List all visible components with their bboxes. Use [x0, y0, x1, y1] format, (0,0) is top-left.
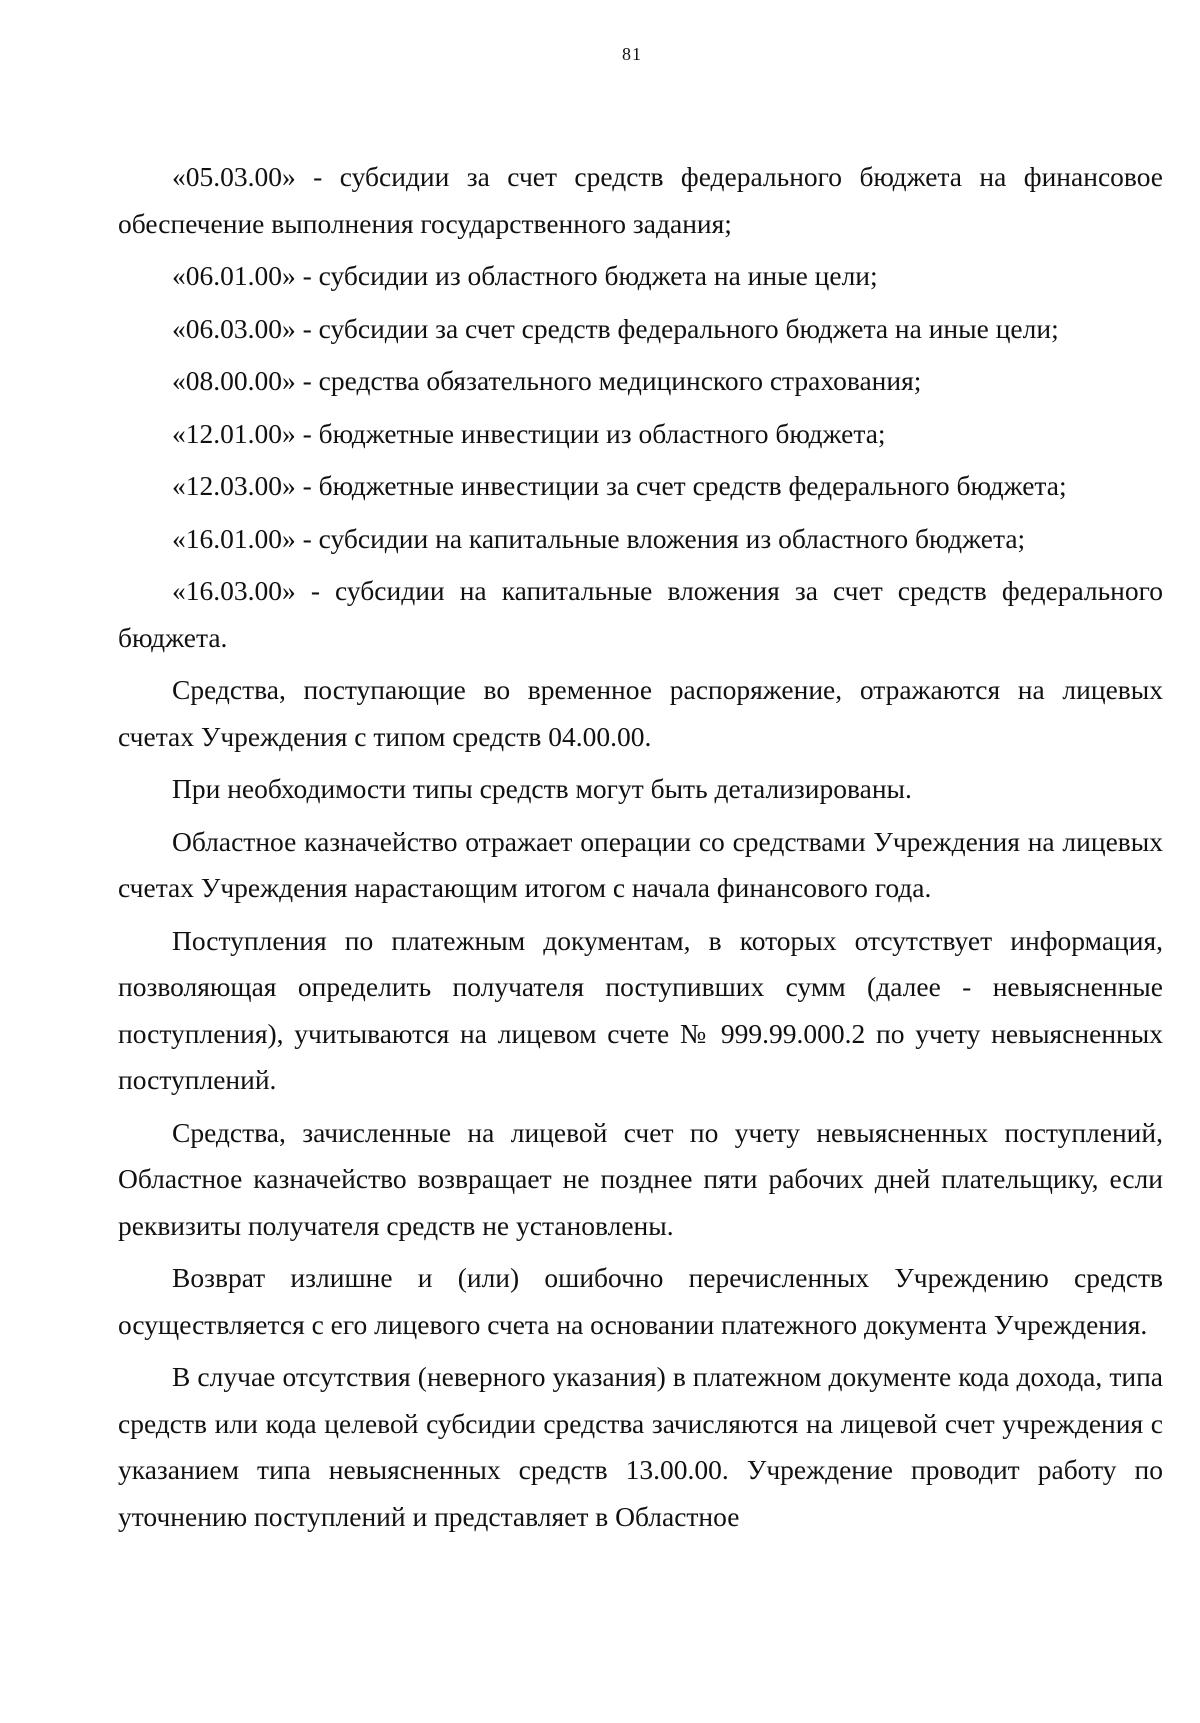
paragraph-type-16-03: «16.03.00» - субсидии на капитальные вложения за счет средств федерального бюджета.: [118, 575, 1163, 653]
paragraph-type-12-01: «12.01.00» - бюджетные инвестиции из областного бюджета;: [172, 417, 886, 449]
document-body: [118, 154, 1163, 1540]
paragraph-type-12-03: «12.03.00» - бюджетные инвестиции за счет средств федерального бюджета;: [172, 470, 1067, 501]
paragraph-treasury-operations: Областное казначейство отражает операции со средствами Учреждения на лицевых счетах Учреждения нарастающим итогом с начала финансового года.: [118, 825, 1163, 903]
paragraph-unclarified-receipts: Поступления по платежным документам, в которых отсутствует информация, позволяющая определить получателя поступивших сумм (далее - невыясненные поступления), учитываются на лицевом счете № 999.99.000.2 по учету невыясненных поступлений.: [118, 924, 1163, 1095]
paragraph-temporary-funds: Средства, поступающие во временное распоряжение, отражаются на лицевых счетах Учреждения с типом средств 04.00.00.: [118, 674, 1163, 752]
paragraph-detailing: При необходимости типы средств могут быть детализированы.: [172, 773, 912, 804]
page-number: 81: [622, 44, 642, 64]
paragraph-type-06-03: «06.03.00» - субсидии за счет средств федерального бюджета на иные цели;: [172, 312, 1059, 344]
paragraph-return-to-payer: Средства, зачисленные на лицевой счет по учету невыясненных поступлений, Областное казначейство возвращает не позднее пяти рабочих дней плательщику, если реквизиты получателя средств не установлены.: [118, 1116, 1163, 1241]
paragraph-type-16-01: «16.01.00» - субсидии на капитальные вложения из областного бюджета;: [172, 522, 1026, 554]
paragraph-type-06-01: «06.01.00» - субсидии из областного бюджета на иные цели;: [172, 260, 878, 291]
paragraph-erroneous-refund: Возврат излишне и (или) ошибочно перечисленных Учреждению средств осуществляется с его лицевого счета на основании платежного документа Учреждения.: [118, 1262, 1163, 1340]
paragraph-type-08-00: «08.00.00» - средства обязательного медицинского страхования;: [172, 365, 922, 396]
paragraph-missing-codes: В случае отсутствия (неверного указания) в платежном документе кода дохода, типа средств или кода целевой субсидии средства зачисляются на лицевой счет учреждения с указанием типа невыясненных средств 13.00.00. Учреждение проводит работу по уточнению поступлений и представляет в Областное: [118, 1361, 1163, 1532]
paragraph-type-05-03: «05.03.00» - субсидии за счет средств федерального бюджета на финансовое обеспечение выполнения государственного задания;: [118, 161, 1163, 239]
